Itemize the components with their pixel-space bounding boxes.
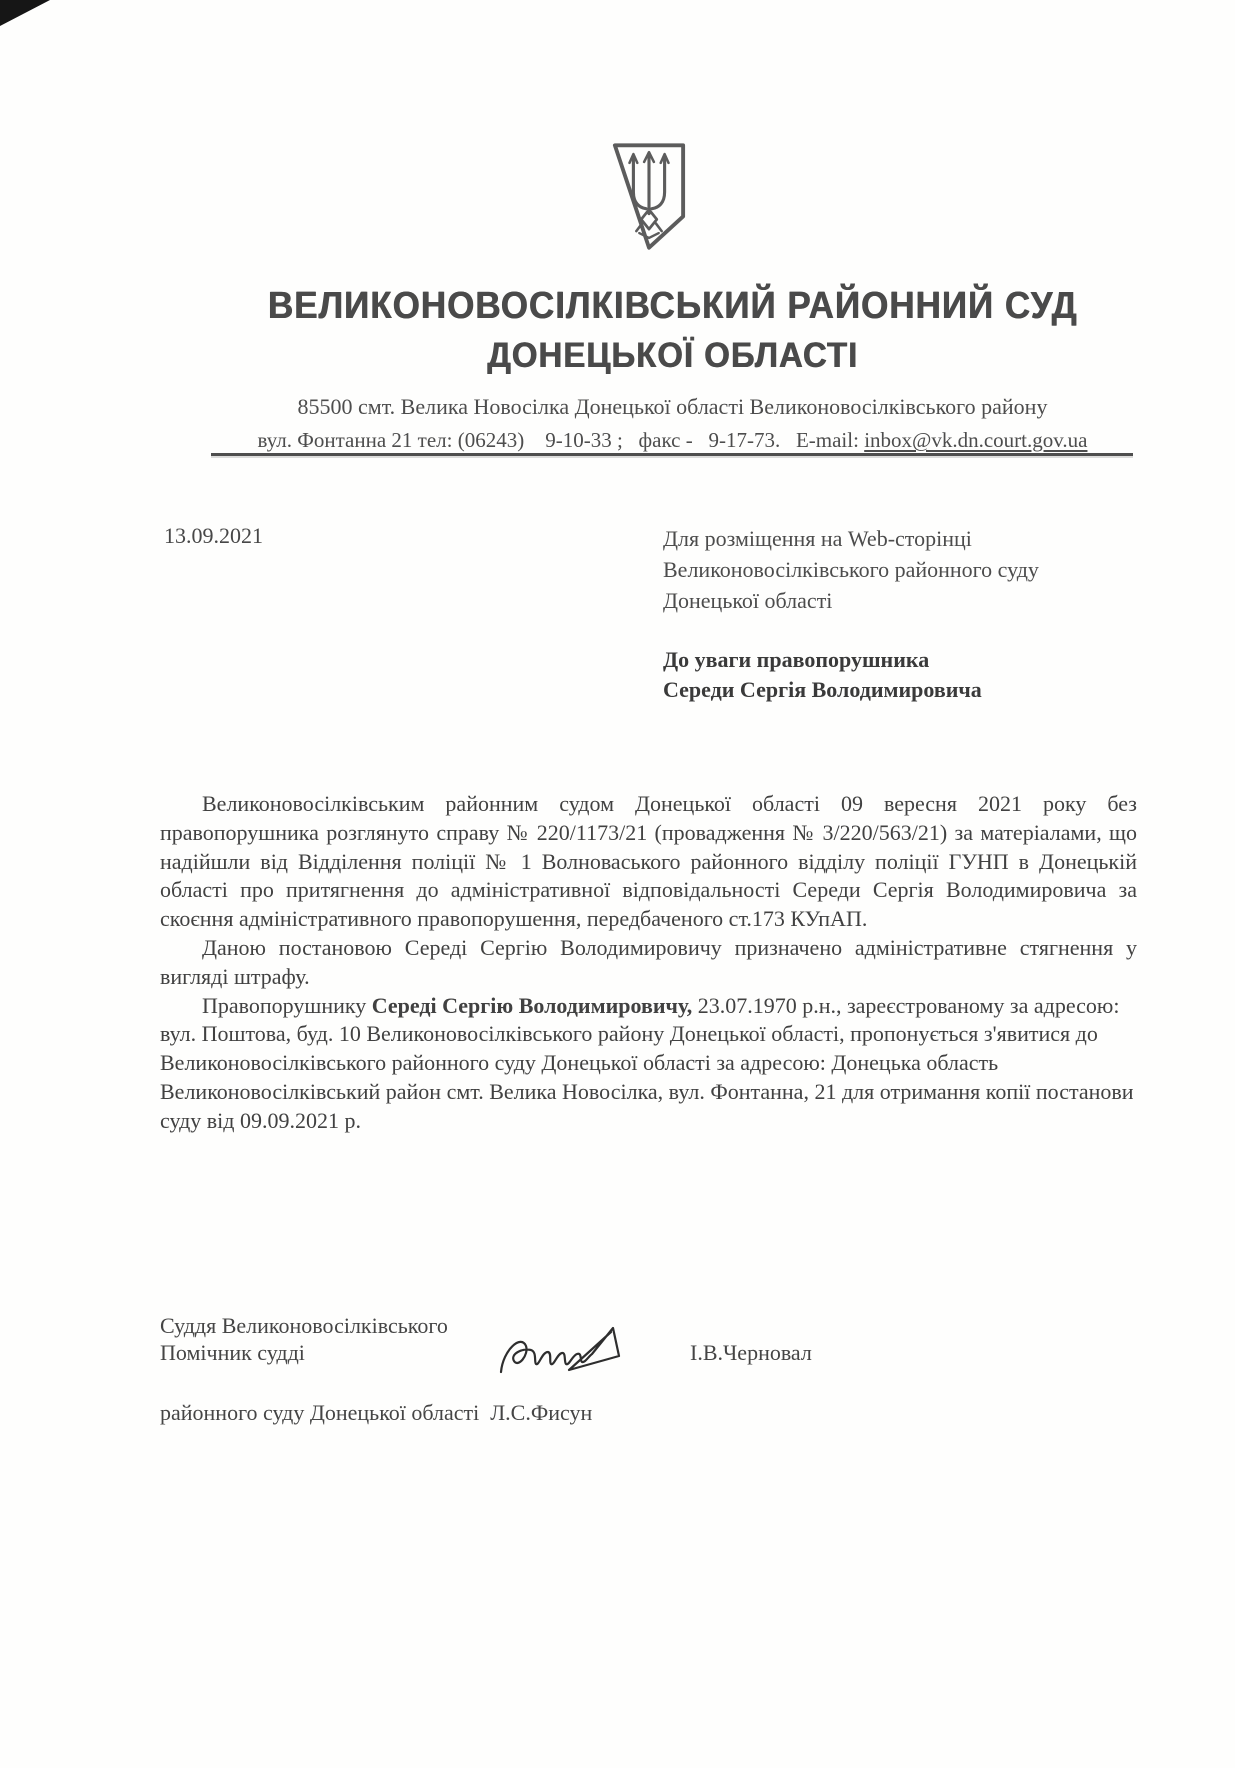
letter-body xyxy=(160,790,1137,1136)
court-name-line2: ДОНЕЦЬКОЇ ОБЛАСТІ xyxy=(487,334,858,375)
court-email: inbox@vk.dn.court.gov.ua xyxy=(864,428,1088,452)
document-date: 13.09.2021 xyxy=(164,523,263,548)
court-address-line: 85500 смт. Велика Новосілка Донецької області Великоновосілківського району xyxy=(297,394,1048,419)
judge-title-line: Суддя Великоновосілківського xyxy=(160,1313,448,1338)
attention-line: До уваги правопорушника xyxy=(663,647,930,672)
body-paragraph-3 xyxy=(160,992,1137,1136)
letterhead-divider-rule xyxy=(211,453,1133,456)
ukraine-trident-icon xyxy=(610,140,688,253)
offender-name-bold: Середі Сергію Володимировичу, xyxy=(371,992,693,1018)
court-contact-line xyxy=(205,428,1140,453)
web-posting-note xyxy=(663,523,1039,616)
offender-name: Середи Сергія Володимировича xyxy=(663,677,982,702)
web-note-line: Для розміщення на Web-сторінці xyxy=(663,526,972,551)
body-paragraph-2: Даною постановою Середі Сергію Володимировичу призначено адміністративне стягнення у вигляді штрафу. xyxy=(160,934,1137,989)
handwritten-signature-icon xyxy=(493,1316,633,1396)
assistant-judge-name: І.В.Черновал xyxy=(690,1340,812,1365)
web-note-line: Великоновосілківського районного суду xyxy=(663,557,1039,582)
paragraph3-prefix: Правопорушнику xyxy=(202,992,372,1018)
body-paragraph-1: Великоновосілківським районним судом Донецької області 09 вересня 2021 року без правопорушника розглянуто справу № 220/1173/21 (провадження № 3/220/563/21) за матеріалами, що надійшли від Відділення поліції № 1 Волноваського районного відділу поліції ГУНП в Донецькій області про притягнення до адміністративної відповідальності Середи Сергія Володимировича за скоєння адміністративного правопорушення, передбаченого ст.173 КУпАП. xyxy=(160,791,1137,932)
web-note-line: Донецької області xyxy=(663,588,833,613)
assistant-judge-label: Помічник судді xyxy=(160,1340,305,1365)
scan-corner-artifact xyxy=(0,0,50,26)
court-name-line1: ВЕЛИКОНОВОСІЛКІВСЬКИЙ РАЙОННИЙ СУД xyxy=(267,284,1078,327)
attention-heading xyxy=(663,645,982,705)
paragraph3-suffix: 23.07.1970 р.н., зареєстрованому за адресою: вул. Поштова, буд. 10 Великоновосілківського району Донецької області, пропонується з'явитися до Великоновосілківського районного суду Донецької області за адресою: Донецька область Великоновосілківський район смт. Велика Новосілка, вул. Фонтанна, 21 для отримання копії постанови суду від 09.09.2021 р. xyxy=(160,992,1134,1133)
contact-text: вул. Фонтанна 21 тел: (06243) 9-10-33 ; факс - 9-17-73. E-mail: xyxy=(257,428,865,452)
judge-name-line: районного суду Донецької області Л.С.Фисун xyxy=(160,1400,593,1425)
